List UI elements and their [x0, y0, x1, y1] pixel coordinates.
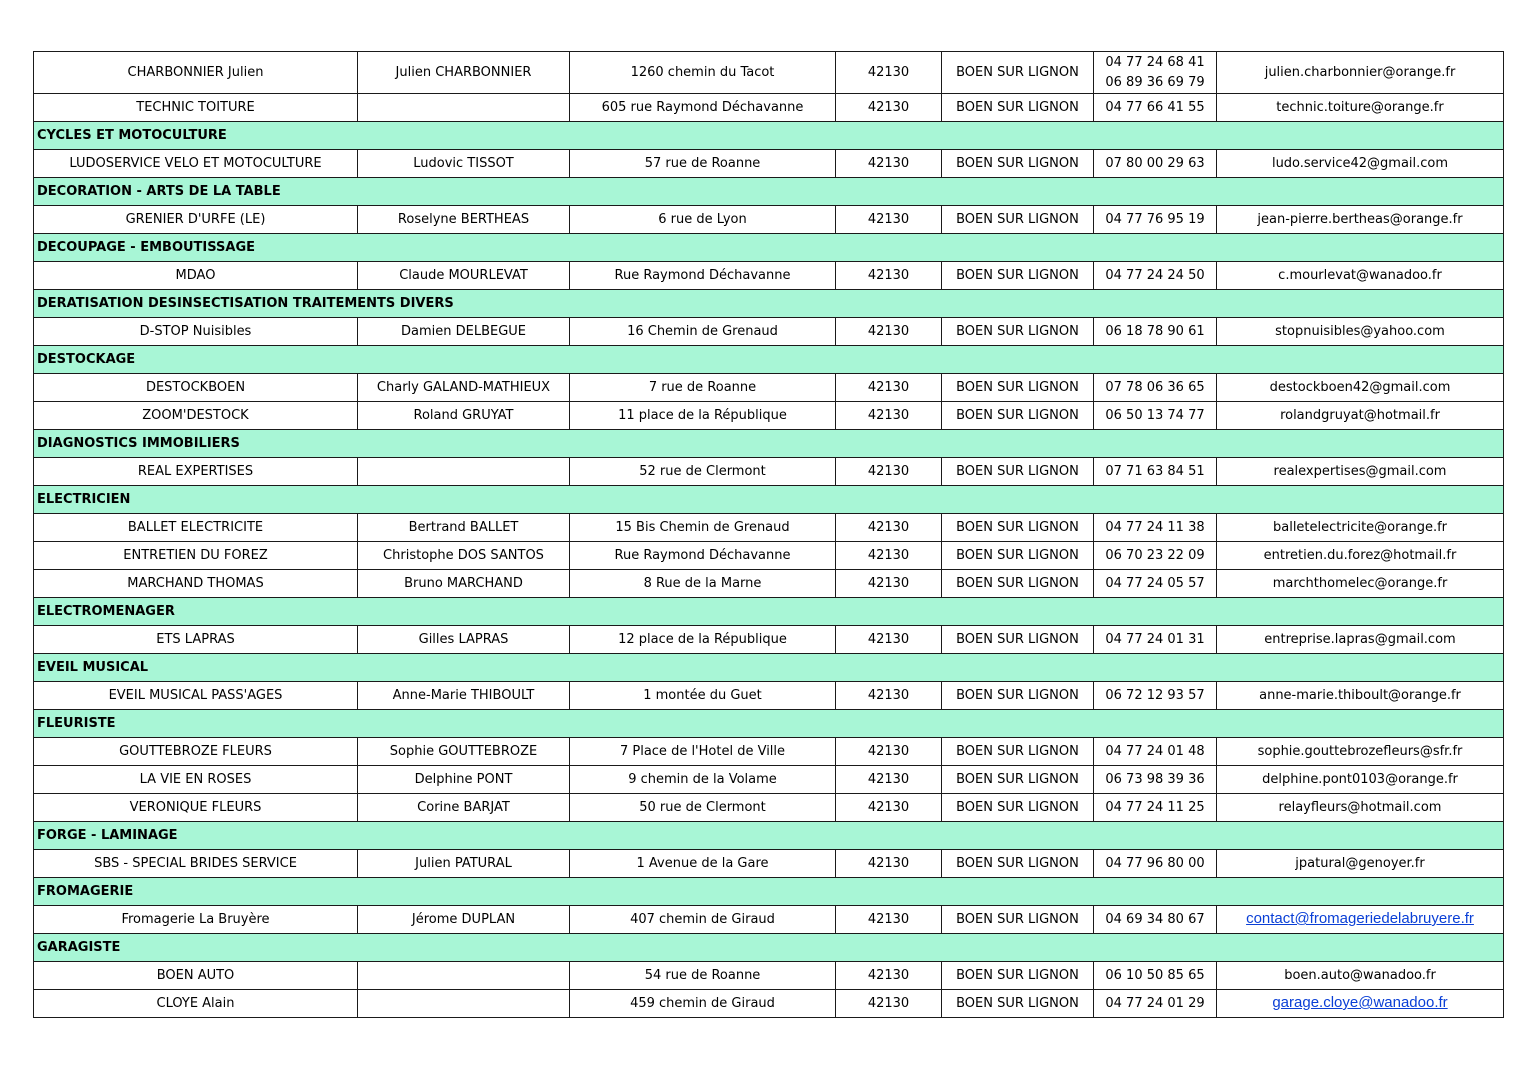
postal-code-cell: 42130: [836, 990, 942, 1018]
phone-cell: [1094, 682, 1217, 710]
address-cell: 1 Avenue de la Gare: [570, 850, 836, 878]
table-row: [34, 206, 1504, 234]
city-cell: BOEN SUR LIGNON: [942, 794, 1094, 822]
category-row: [34, 346, 1504, 374]
category-label: DERATISATION DESINSECTISATION TRAITEMENTS DIVERS: [34, 290, 1504, 318]
address-cell: 9 chemin de la Volame: [570, 766, 836, 794]
phone-number: 04 77 76 95 19: [1105, 211, 1205, 227]
table-row: [34, 738, 1504, 766]
phone-number: 04 77 24 24 50: [1105, 267, 1205, 283]
category-row: [34, 178, 1504, 206]
table-row: [34, 794, 1504, 822]
category-label: DESTOCKAGE: [34, 346, 1504, 374]
email-cell: anne-marie.thiboult@orange.fr: [1217, 682, 1504, 710]
contact-name-cell: Ludovic TISSOT: [358, 150, 570, 178]
email-cell: realexpertises@gmail.com: [1217, 458, 1504, 486]
phone-number: 04 77 24 01 31: [1105, 631, 1205, 647]
company-name-cell: BOEN AUTO: [34, 962, 358, 990]
contact-name-cell: Bruno MARCHAND: [358, 570, 570, 598]
category-label: ELECTROMENAGER: [34, 598, 1504, 626]
directory-table: [33, 51, 1504, 1018]
postal-code-cell: 42130: [836, 94, 942, 122]
phone-number: 04 77 24 68 41: [1105, 54, 1205, 70]
address-cell: 52 rue de Clermont: [570, 458, 836, 486]
phone-number: 06 50 13 74 77: [1105, 407, 1205, 423]
phone-cell: [1094, 52, 1217, 94]
table-row: [34, 990, 1504, 1018]
company-name-cell: EVEIL MUSICAL PASS'AGES: [34, 682, 358, 710]
contact-name-cell: Bertrand BALLET: [358, 514, 570, 542]
postal-code-cell: 42130: [836, 570, 942, 598]
phone-cell: [1094, 570, 1217, 598]
table-row: [34, 962, 1504, 990]
city-cell: BOEN SUR LIGNON: [942, 542, 1094, 570]
phone-cell: [1094, 150, 1217, 178]
city-cell: BOEN SUR LIGNON: [942, 990, 1094, 1018]
company-name-cell: ETS LAPRAS: [34, 626, 358, 654]
address-cell: 1 montée du Guet: [570, 682, 836, 710]
city-cell: BOEN SUR LIGNON: [942, 458, 1094, 486]
address-cell: 11 place de la République: [570, 402, 836, 430]
postal-code-cell: 42130: [836, 906, 942, 934]
city-cell: BOEN SUR LIGNON: [942, 318, 1094, 346]
phone-cell: [1094, 626, 1217, 654]
table-row: [34, 94, 1504, 122]
address-cell: 15 Bis Chemin de Grenaud: [570, 514, 836, 542]
address-cell: Rue Raymond Déchavanne: [570, 542, 836, 570]
phone-cell: [1094, 794, 1217, 822]
company-name-cell: LA VIE EN ROSES: [34, 766, 358, 794]
phone-number: 07 71 63 84 51: [1105, 463, 1205, 479]
email-cell: julien.charbonnier@orange.fr: [1217, 52, 1504, 94]
company-name-cell: DESTOCKBOEN: [34, 374, 358, 402]
postal-code-cell: 42130: [836, 206, 942, 234]
category-label: CYCLES ET MOTOCULTURE: [34, 122, 1504, 150]
postal-code-cell: 42130: [836, 402, 942, 430]
company-name-cell: MARCHAND THOMAS: [34, 570, 358, 598]
contact-name-cell: Gilles LAPRAS: [358, 626, 570, 654]
email-cell: sophie.gouttebrozefleurs@sfr.fr: [1217, 738, 1504, 766]
contact-name-cell: [358, 962, 570, 990]
email-cell: entretien.du.forez@hotmail.fr: [1217, 542, 1504, 570]
table-row: [34, 850, 1504, 878]
postal-code-cell: 42130: [836, 150, 942, 178]
phone-number: 06 70 23 22 09: [1105, 547, 1205, 563]
address-cell: 8 Rue de la Marne: [570, 570, 836, 598]
phone-cell: [1094, 262, 1217, 290]
company-name-cell: VERONIQUE FLEURS: [34, 794, 358, 822]
email-cell: c.mourlevat@wanadoo.fr: [1217, 262, 1504, 290]
contact-name-cell: Delphine PONT: [358, 766, 570, 794]
address-cell: 57 rue de Roanne: [570, 150, 836, 178]
city-cell: BOEN SUR LIGNON: [942, 850, 1094, 878]
phone-number: 06 72 12 93 57: [1105, 687, 1205, 703]
city-cell: BOEN SUR LIGNON: [942, 626, 1094, 654]
postal-code-cell: 42130: [836, 374, 942, 402]
category-label: GARAGISTE: [34, 934, 1504, 962]
postal-code-cell: 42130: [836, 514, 942, 542]
phone-number: 04 77 24 01 48: [1105, 743, 1205, 759]
contact-name-cell: Roselyne BERTHEAS: [358, 206, 570, 234]
table-row: [34, 766, 1504, 794]
address-cell: 6 rue de Lyon: [570, 206, 836, 234]
table-row: [34, 626, 1504, 654]
category-row: [34, 430, 1504, 458]
city-cell: BOEN SUR LIGNON: [942, 206, 1094, 234]
city-cell: BOEN SUR LIGNON: [942, 262, 1094, 290]
phone-cell: [1094, 962, 1217, 990]
email-link[interactable]: contact@fromageriedelabruyere.fr: [1246, 910, 1474, 927]
category-row: [34, 710, 1504, 738]
address-cell: 605 rue Raymond Déchavanne: [570, 94, 836, 122]
category-label: DECORATION - ARTS DE LA TABLE: [34, 178, 1504, 206]
city-cell: BOEN SUR LIGNON: [942, 766, 1094, 794]
city-cell: BOEN SUR LIGNON: [942, 962, 1094, 990]
postal-code-cell: 42130: [836, 682, 942, 710]
contact-name-cell: Christophe DOS SANTOS: [358, 542, 570, 570]
postal-code-cell: 42130: [836, 962, 942, 990]
company-name-cell: BALLET ELECTRICITE: [34, 514, 358, 542]
email-cell: rolandgruyat@hotmail.fr: [1217, 402, 1504, 430]
contact-name-cell: Anne-Marie THIBOULT: [358, 682, 570, 710]
address-cell: Rue Raymond Déchavanne: [570, 262, 836, 290]
email-cell: [1217, 906, 1504, 934]
phone-cell: [1094, 514, 1217, 542]
table-row: [34, 318, 1504, 346]
address-cell: 16 Chemin de Grenaud: [570, 318, 836, 346]
phone-number: 06 10 50 85 65: [1105, 967, 1205, 983]
email-link[interactable]: garage.cloye@wanadoo.fr: [1272, 994, 1448, 1011]
table-row: [34, 542, 1504, 570]
phone-number: 06 73 98 39 36: [1105, 771, 1205, 787]
city-cell: BOEN SUR LIGNON: [942, 52, 1094, 94]
contact-name-cell: Damien DELBEGUE: [358, 318, 570, 346]
contact-name-cell: Roland GRUYAT: [358, 402, 570, 430]
category-label: FLEURISTE: [34, 710, 1504, 738]
company-name-cell: LUDOSERVICE VELO ET MOTOCULTURE: [34, 150, 358, 178]
email-cell: relayfleurs@hotmail.com: [1217, 794, 1504, 822]
city-cell: BOEN SUR LIGNON: [942, 682, 1094, 710]
phone-cell: [1094, 850, 1217, 878]
email-cell: jpatural@genoyer.fr: [1217, 850, 1504, 878]
table-row: [34, 52, 1504, 94]
email-cell: [1217, 990, 1504, 1018]
company-name-cell: GOUTTEBROZE FLEURS: [34, 738, 358, 766]
postal-code-cell: 42130: [836, 794, 942, 822]
postal-code-cell: 42130: [836, 458, 942, 486]
phone-cell: [1094, 738, 1217, 766]
postal-code-cell: 42130: [836, 626, 942, 654]
company-name-cell: ZOOM'DESTOCK: [34, 402, 358, 430]
company-name-cell: REAL EXPERTISES: [34, 458, 358, 486]
postal-code-cell: 42130: [836, 318, 942, 346]
email-cell: jean-pierre.bertheas@orange.fr: [1217, 206, 1504, 234]
table-row: [34, 682, 1504, 710]
category-label: DIAGNOSTICS IMMOBILIERS: [34, 430, 1504, 458]
category-row: [34, 598, 1504, 626]
company-name-cell: CHARBONNIER Julien: [34, 52, 358, 94]
phone-cell: [1094, 374, 1217, 402]
city-cell: BOEN SUR LIGNON: [942, 150, 1094, 178]
contact-name-cell: [358, 990, 570, 1018]
category-row: [34, 934, 1504, 962]
contact-name-cell: Jérome DUPLAN: [358, 906, 570, 934]
address-cell: 7 Place de l'Hotel de Ville: [570, 738, 836, 766]
company-name-cell: MDAO: [34, 262, 358, 290]
contact-name-cell: [358, 458, 570, 486]
category-row: [34, 486, 1504, 514]
category-row: [34, 122, 1504, 150]
phone-cell: [1094, 402, 1217, 430]
phone-number: 04 77 24 11 25: [1105, 799, 1205, 815]
city-cell: BOEN SUR LIGNON: [942, 570, 1094, 598]
email-cell: destockboen42@gmail.com: [1217, 374, 1504, 402]
category-label: FROMAGERIE: [34, 878, 1504, 906]
email-cell: marchthomelec@orange.fr: [1217, 570, 1504, 598]
email-cell: delphine.pont0103@orange.fr: [1217, 766, 1504, 794]
phone-number: 06 18 78 90 61: [1105, 323, 1205, 339]
address-cell: 12 place de la République: [570, 626, 836, 654]
category-row: [34, 822, 1504, 850]
phone-number: 04 77 66 41 55: [1105, 99, 1205, 115]
phone-number: 04 77 24 05 57: [1105, 575, 1205, 591]
category-label: DECOUPAGE - EMBOUTISSAGE: [34, 234, 1504, 262]
company-name-cell: TECHNIC TOITURE: [34, 94, 358, 122]
phone-cell: [1094, 542, 1217, 570]
postal-code-cell: 42130: [836, 262, 942, 290]
company-name-cell: ENTRETIEN DU FOREZ: [34, 542, 358, 570]
category-label: EVEIL MUSICAL: [34, 654, 1504, 682]
email-cell: entreprise.lapras@gmail.com: [1217, 626, 1504, 654]
contact-name-cell: Claude MOURLEVAT: [358, 262, 570, 290]
category-row: [34, 878, 1504, 906]
category-label: ELECTRICIEN: [34, 486, 1504, 514]
phone-number: 04 77 96 80 00: [1105, 855, 1205, 871]
company-name-cell: SBS - SPECIAL BRIDES SERVICE: [34, 850, 358, 878]
phone-number: 07 78 06 36 65: [1105, 379, 1205, 395]
phone-number: 04 69 34 80 67: [1105, 911, 1205, 927]
category-row: [34, 290, 1504, 318]
city-cell: BOEN SUR LIGNON: [942, 402, 1094, 430]
city-cell: BOEN SUR LIGNON: [942, 94, 1094, 122]
email-cell: balletelectricite@orange.fr: [1217, 514, 1504, 542]
phone-cell: [1094, 990, 1217, 1018]
table-row: [34, 458, 1504, 486]
address-cell: 50 rue de Clermont: [570, 794, 836, 822]
email-cell: ludo.service42@gmail.com: [1217, 150, 1504, 178]
contact-name-cell: [358, 94, 570, 122]
email-cell: stopnuisibles@yahoo.com: [1217, 318, 1504, 346]
category-row: [34, 654, 1504, 682]
company-name-cell: GRENIER D'URFE (LE): [34, 206, 358, 234]
postal-code-cell: 42130: [836, 542, 942, 570]
city-cell: BOEN SUR LIGNON: [942, 374, 1094, 402]
address-cell: 54 rue de Roanne: [570, 962, 836, 990]
phone-cell: [1094, 766, 1217, 794]
postal-code-cell: 42130: [836, 850, 942, 878]
contact-name-cell: Julien CHARBONNIER: [358, 52, 570, 94]
phone-cell: [1094, 94, 1217, 122]
table-row: [34, 906, 1504, 934]
category-row: [34, 234, 1504, 262]
postal-code-cell: 42130: [836, 52, 942, 94]
city-cell: BOEN SUR LIGNON: [942, 738, 1094, 766]
company-name-cell: CLOYE Alain: [34, 990, 358, 1018]
contact-name-cell: Corine BARJAT: [358, 794, 570, 822]
table-row: [34, 514, 1504, 542]
phone-number: 07 80 00 29 63: [1105, 155, 1205, 171]
postal-code-cell: 42130: [836, 738, 942, 766]
company-name-cell: Fromagerie La Bruyère: [34, 906, 358, 934]
phone-cell: [1094, 206, 1217, 234]
address-cell: 7 rue de Roanne: [570, 374, 836, 402]
address-cell: 459 chemin de Giraud: [570, 990, 836, 1018]
table-row: [34, 374, 1504, 402]
phone-number: 04 77 24 11 38: [1105, 519, 1205, 535]
phone-cell: [1094, 318, 1217, 346]
contact-name-cell: Julien PATURAL: [358, 850, 570, 878]
table-row: [34, 570, 1504, 598]
table-row: [34, 262, 1504, 290]
contact-name-cell: Sophie GOUTTEBROZE: [358, 738, 570, 766]
phone-cell: [1094, 906, 1217, 934]
city-cell: BOEN SUR LIGNON: [942, 906, 1094, 934]
address-cell: 1260 chemin du Tacot: [570, 52, 836, 94]
phone-number-secondary: 06 89 36 69 79: [1105, 74, 1205, 90]
contact-name-cell: Charly GALAND-MATHIEUX: [358, 374, 570, 402]
email-cell: boen.auto@wanadoo.fr: [1217, 962, 1504, 990]
email-cell: technic.toiture@orange.fr: [1217, 94, 1504, 122]
postal-code-cell: 42130: [836, 766, 942, 794]
phone-cell: [1094, 458, 1217, 486]
category-label: FORGE - LAMINAGE: [34, 822, 1504, 850]
table-row: [34, 402, 1504, 430]
address-cell: 407 chemin de Giraud: [570, 906, 836, 934]
city-cell: BOEN SUR LIGNON: [942, 514, 1094, 542]
table-row: [34, 150, 1504, 178]
company-name-cell: D-STOP Nuisibles: [34, 318, 358, 346]
phone-number: 04 77 24 01 29: [1105, 995, 1205, 1011]
